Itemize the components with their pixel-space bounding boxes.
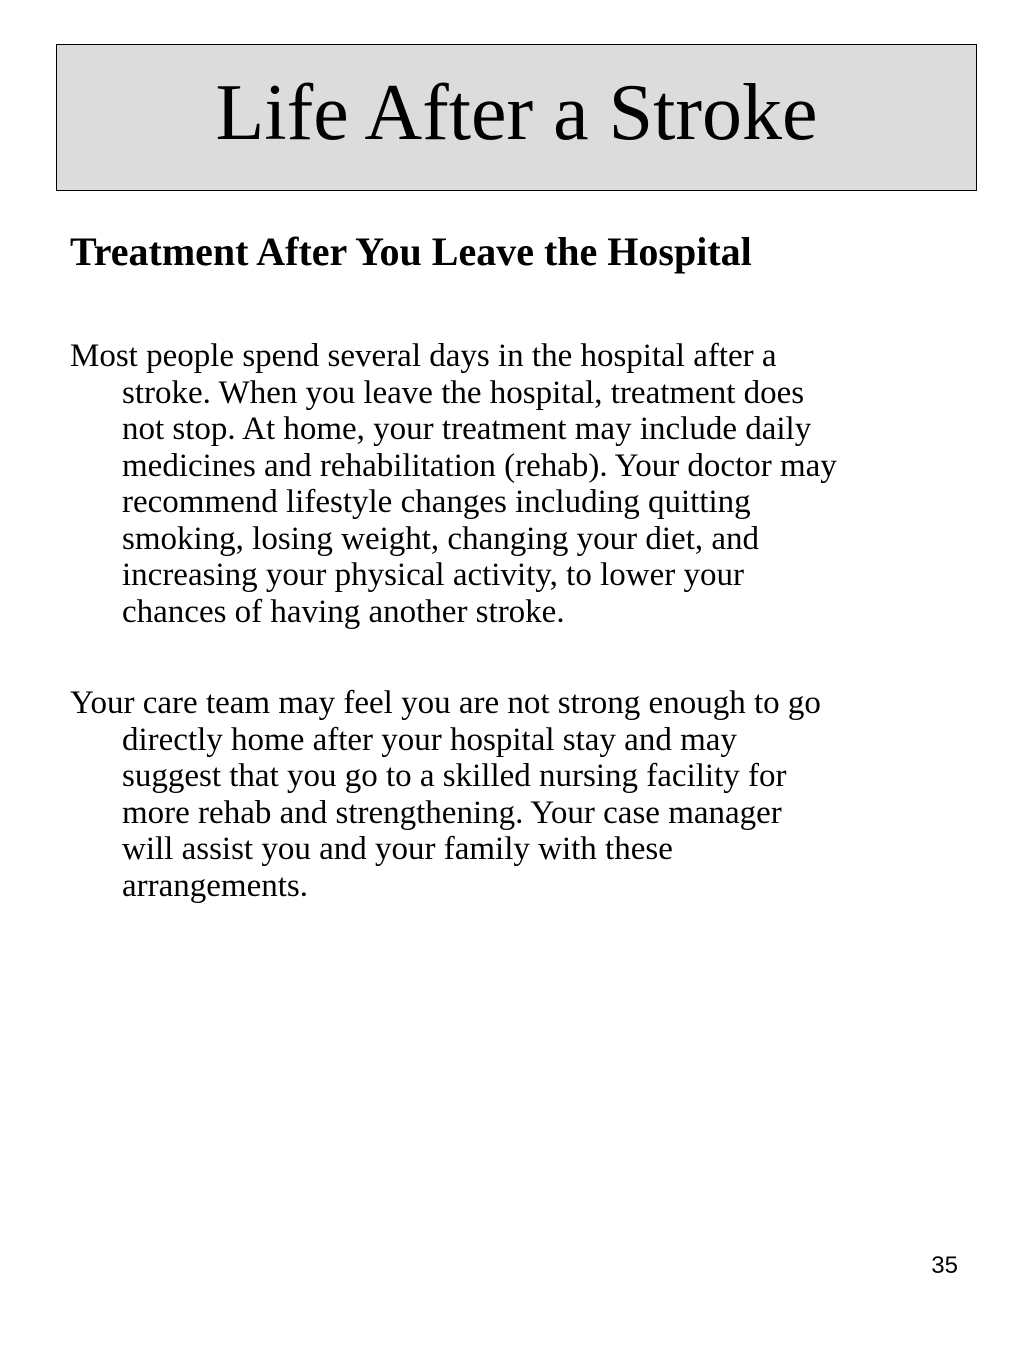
paragraph-line: medicines and rehabilitation (rehab). Your doctor may	[122, 447, 837, 484]
paragraph-line: Most people spend several days in the hospital after a	[70, 338, 777, 374]
paragraph-line: more rehab and strengthening. Your case manager	[122, 794, 782, 831]
paragraph-line: Your care team may feel you are not strong enough to go	[70, 685, 821, 721]
paragraph-treatment	[70, 338, 950, 630]
page-number: 35	[931, 1252, 958, 1279]
paragraph-line: increasing your physical activity, to lower your	[122, 557, 744, 593]
paragraph-line: recommend lifestyle changes including quitting	[122, 484, 751, 520]
paragraph-line: smoking, losing weight, changing your diet, and	[122, 520, 760, 557]
paragraph-line: stroke. When you leave the hospital, treatment does	[122, 374, 805, 411]
paragraph-care-team	[70, 685, 950, 904]
paragraph-line: suggest that you go to a skilled nursing facility for	[122, 758, 787, 794]
paragraph-line: not stop. At home, your treatment may include daily	[122, 411, 812, 447]
section-heading: Treatment After You Leave the Hospital	[70, 229, 752, 274]
paragraph-line: chances of having another stroke.	[122, 593, 565, 630]
paragraph-line: arrangements.	[122, 867, 308, 904]
paragraph-line: directly home after your hospital stay and may	[122, 721, 737, 758]
paragraph-line: will assist you and your family with these	[122, 831, 673, 867]
page-title: Life After a Stroke	[215, 68, 818, 157]
title-banner	[56, 44, 977, 191]
